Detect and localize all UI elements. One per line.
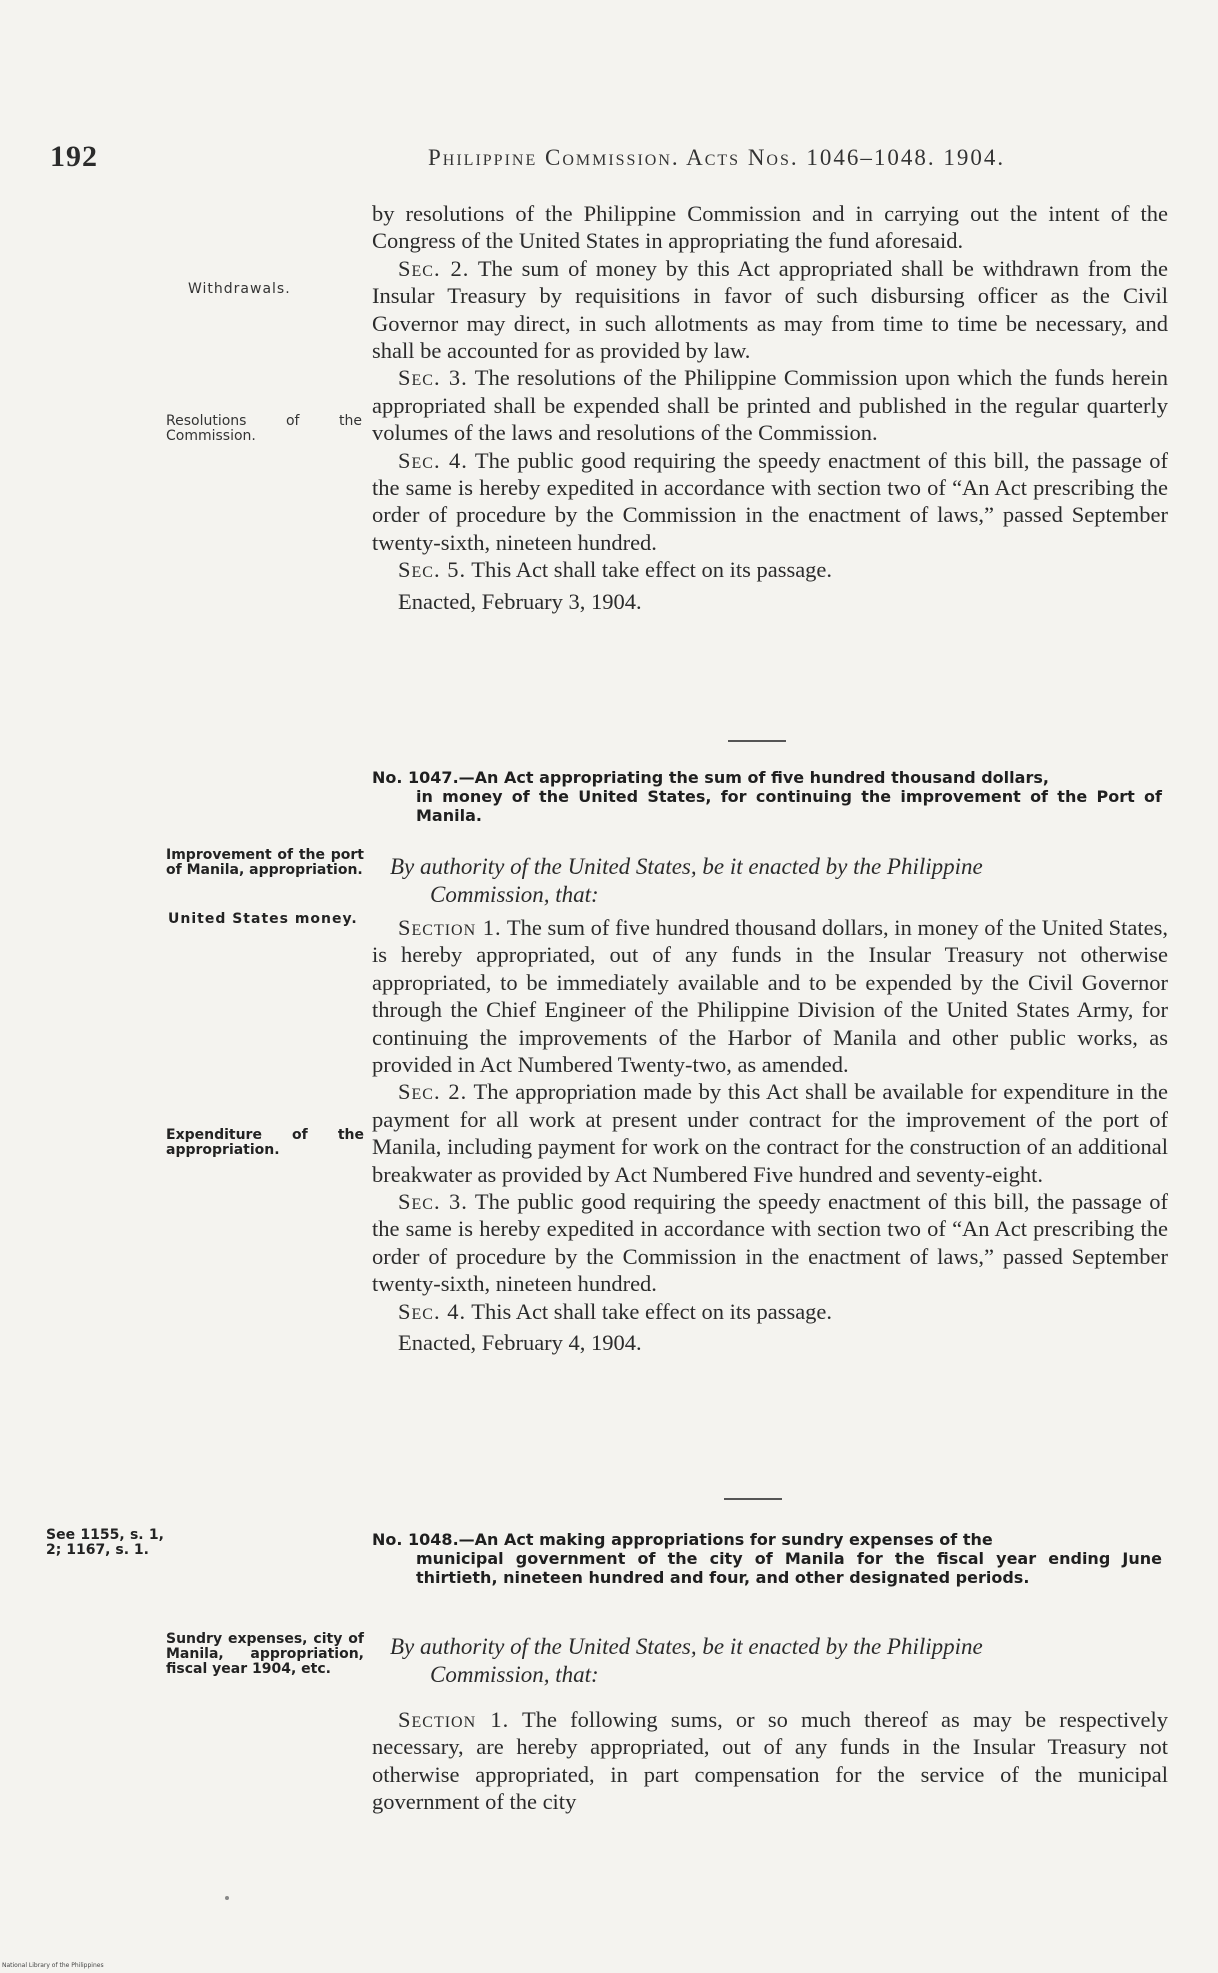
section-5 xyxy=(372,556,1168,583)
page-number: 192 xyxy=(50,140,98,173)
act-1047-body xyxy=(372,914,1168,1357)
section-label: Sec. 3. xyxy=(398,365,468,391)
footer-credit: National Library of the Philippines xyxy=(2,1962,104,1969)
section-label: Sec. 3. xyxy=(398,1189,468,1215)
section-text: The appropriation made by this Act shall be available for expenditure in the payment for all work at present under contract for the improvement of the port of Manila, including payment for work on the contract for the construction of an additional breakwater as provided by Act Numbered Five hundred and seventy-eight. xyxy=(372,1079,1168,1187)
margin-note-sundry-expenses: Sundry expenses, city of Manila, appropriation, fiscal year 1904, etc. xyxy=(166,1631,364,1677)
act-1047-heading xyxy=(372,768,1162,825)
section-label: Sec. 2. xyxy=(398,1079,468,1105)
section-text: The public good requiring the speedy enactment of this bill, the passage of the same is hereby expedited in accordance with section two of “An Act prescribing the order of procedure by the Commission in the enactment of laws,” passed September twenty-sixth, nineteen hundred. xyxy=(372,1189,1168,1297)
enacting-continuation: Commission, that: xyxy=(430,1662,599,1687)
section-text: The resolutions of the Philippine Commission upon which the funds herein appropriated shall be expended shall be printed and published in the regular quarterly volumes of the laws and resolutions of the Commission. xyxy=(372,365,1168,446)
section-2 xyxy=(372,255,1168,365)
act-1046-continuation xyxy=(372,200,1168,615)
section-label: Sec. 4. xyxy=(398,447,468,473)
margin-note-improvement: Improvement of the port of Manila, appropriation. xyxy=(166,847,364,878)
margin-note-us-money: United States money. xyxy=(168,911,358,927)
act-heading-first-line: No. 1048.—An Act making appropriations for sundry expenses of the xyxy=(372,1530,993,1549)
section-text: The following sums, or so much thereof as may be respectively necessary, are hereby appropriated, out of any funds in the Insular Treasury not otherwise appropriated, in part compensation for the service of the municipal government of the city xyxy=(372,1707,1169,1815)
section-3 xyxy=(372,1188,1168,1298)
act-heading-continuation: municipal government of the city of Manila for the fiscal year ending June thirtieth, nineteen hundred and four, and other designated periods. xyxy=(416,1549,1162,1587)
act-1048-heading xyxy=(372,1530,1162,1587)
act-1047-enacting-clause xyxy=(390,853,1170,909)
act-heading-first-line: No. 1047.—An Act appropriating the sum of five hundred thousand dollars, xyxy=(372,768,1049,787)
print-speck xyxy=(225,1896,229,1900)
act-1048-body xyxy=(372,1706,1168,1816)
margin-note-expenditure: Expenditure of the appropriation. xyxy=(166,1127,364,1158)
intro-paragraph: by resolutions of the Philippine Commission and in carrying out the intent of the Congress of the United States in appropriating the fund aforesaid. xyxy=(372,201,1168,254)
section-text: The sum of money by this Act appropriated shall be withdrawn from the Insular Treasury by requisitions in favor of such disbursing officer as the Civil Governor may direct, in such allotments as may from time to time be necessary, and shall be accounted for as provided by law. xyxy=(372,255,1168,364)
margin-note-resolutions: Resolutions of the Commission. xyxy=(166,413,362,444)
act-heading-continuation: in money of the United States, for continuing the improvement of the Port of Manila. xyxy=(416,787,1162,825)
section-3 xyxy=(372,364,1168,446)
section-text: The public good requiring the speedy enactment of this bill, the passage of the same is hereby expedited in accordance with section two of “An Act prescribing the order of procedure by the Commission in the enactment of laws,” passed September twenty-sixth, nineteen hundred. xyxy=(372,447,1168,555)
enacting-first-line: By authority of the United States, be it enacted by the Philippine xyxy=(390,1634,983,1659)
section-label: Section 1. xyxy=(398,1707,510,1732)
running-head: Philippine Commission. Acts Nos. 1046–1048. 1904. xyxy=(428,145,1006,170)
section-label: Sec. 5. xyxy=(398,557,467,583)
section-4 xyxy=(372,1298,1168,1325)
margin-note-withdrawals: Withdrawals. xyxy=(188,281,291,297)
section-1 xyxy=(372,1706,1168,1816)
section-text: This Act shall take effect on its passage. xyxy=(466,1298,833,1324)
section-divider xyxy=(728,740,786,742)
section-text: This Act shall take effect on its passage. xyxy=(466,557,833,583)
section-label: Section 1. xyxy=(398,915,502,940)
section-label: Sec. 2. xyxy=(398,255,470,281)
section-divider xyxy=(724,1498,782,1500)
section-text: The sum of five hundred thousand dollars, in money of the United States, is hereby appropriated, out of any funds in the Insular Treasury not otherwise appropriated, to be immediately available and to be expended by the Civil Governor through the Chief Engineer of the Philippine Division of the United States Army, for continuing the improvements of the Harbor of Manila and other public works, as provided in Act Numbered Twenty-two, as amended. xyxy=(372,915,1169,1078)
enacting-first-line: By authority of the United States, be it enacted by the Philippine xyxy=(390,854,983,879)
section-4 xyxy=(372,447,1168,557)
act-1048-enacting-clause xyxy=(390,1633,1170,1689)
enacted-date: Enacted, February 4, 1904. xyxy=(398,1330,642,1356)
section-2 xyxy=(372,1078,1168,1188)
enacted-date: Enacted, February 3, 1904. xyxy=(398,588,642,614)
section-1 xyxy=(372,914,1168,1078)
enacting-continuation: Commission, that: xyxy=(430,882,599,907)
section-label: Sec. 4. xyxy=(398,1298,467,1324)
margin-note-see-reference: See 1155, s. 1, 2; 1167, s. 1. xyxy=(46,1527,164,1558)
